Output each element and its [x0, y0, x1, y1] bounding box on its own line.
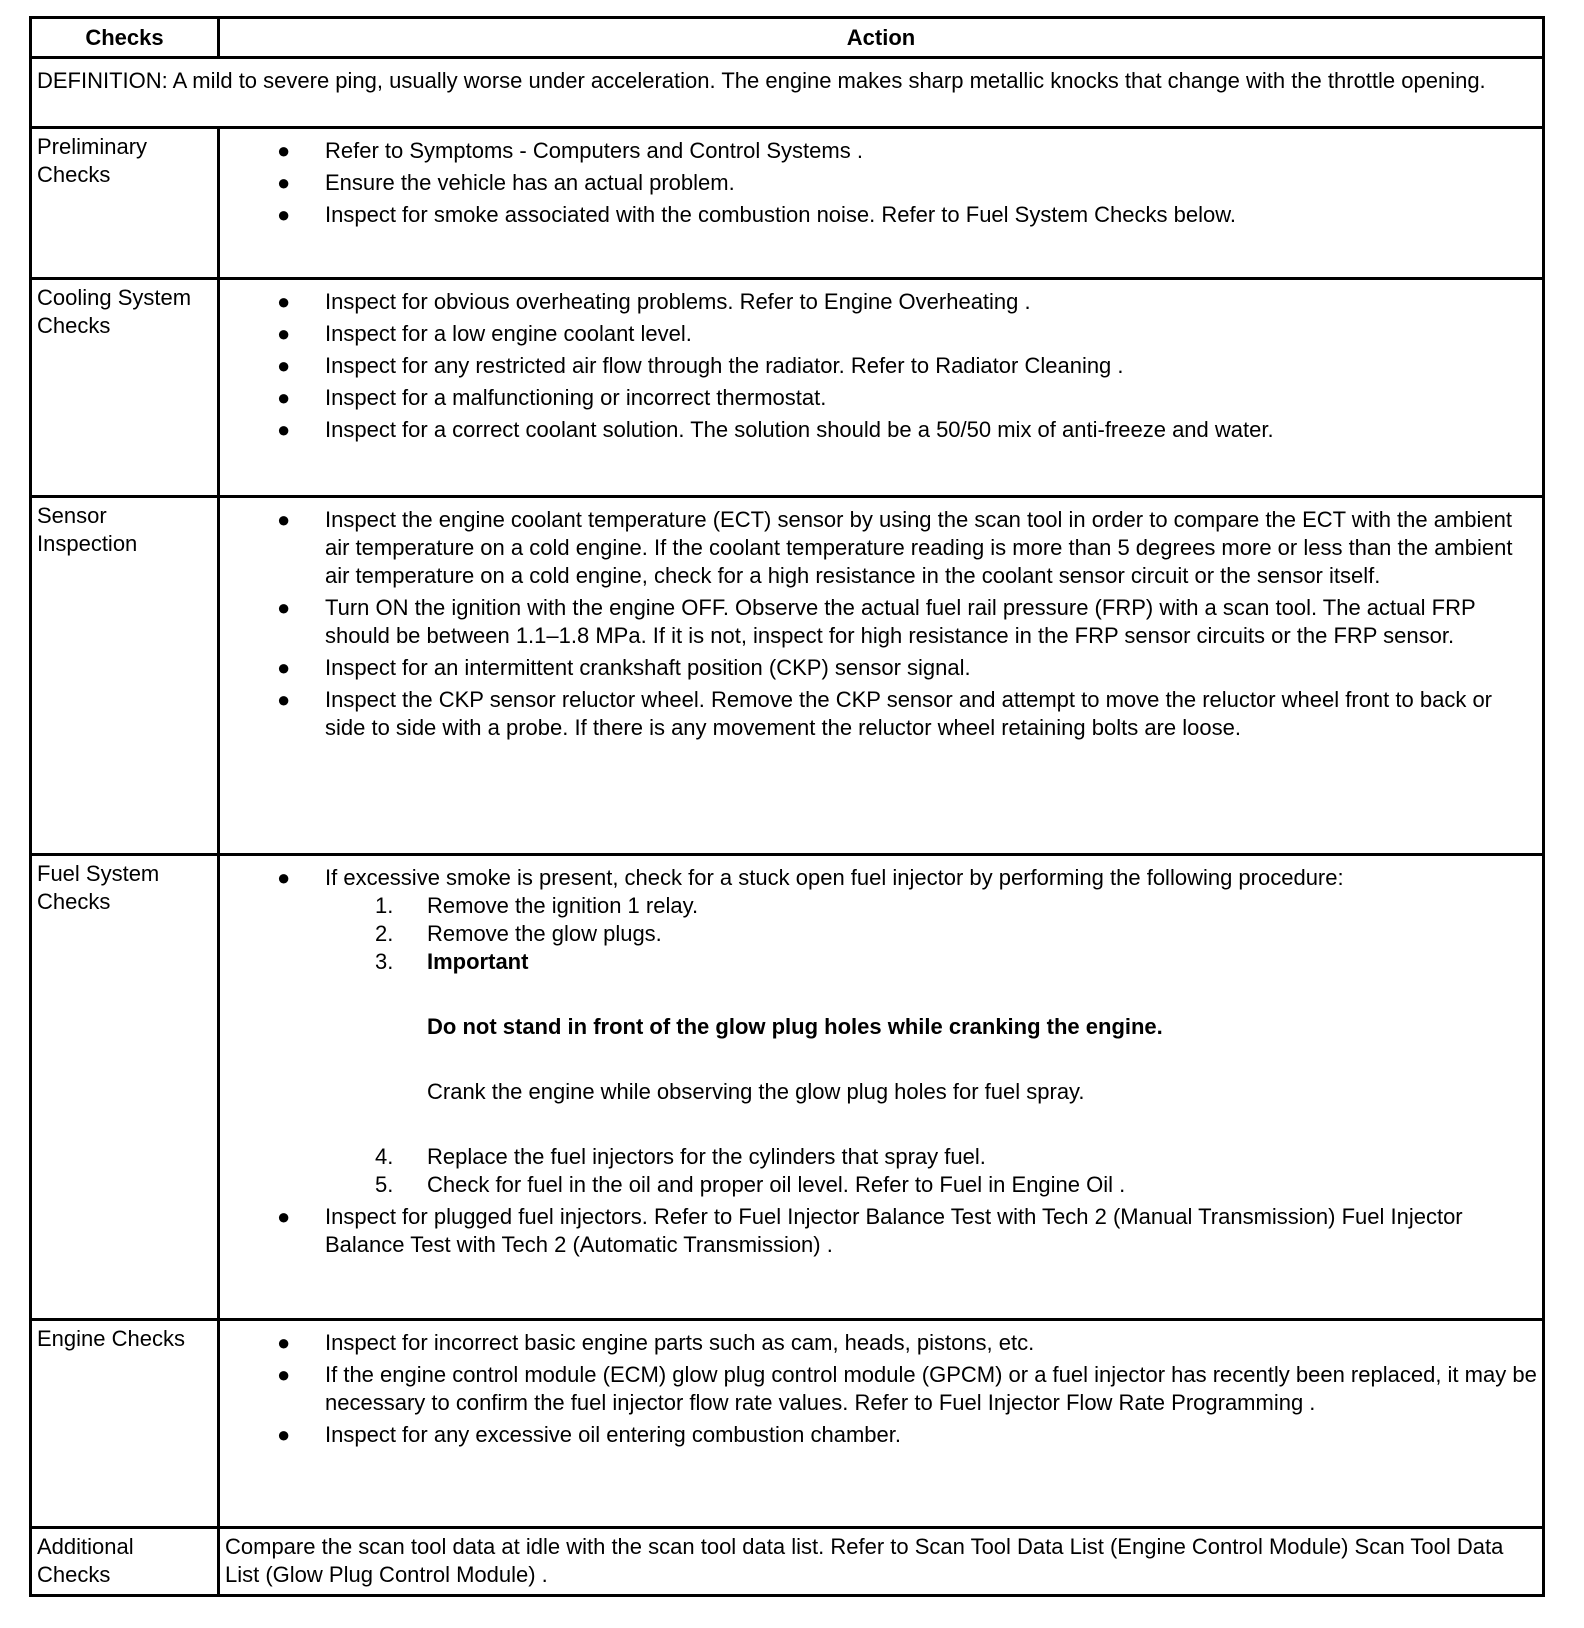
definition-row — [31, 58, 1544, 128]
bullet-text: Inspect the CKP sensor reluctor wheel. Remove the CKP sensor and attempt to move the reluctor wheel front to back or side to side with a probe. If there is any movement the reluctor wheel retaining bolts are loose. — [325, 687, 1492, 740]
list-item — [220, 201, 1542, 229]
bullet-icon: ● — [277, 417, 291, 442]
bullet-icon: ● — [277, 138, 291, 163]
list-item — [220, 594, 1542, 650]
warning-text: Do not stand in front of the glow plug holes while cranking the engine. — [427, 1014, 1163, 1039]
bullet-icon: ● — [277, 321, 291, 346]
list-item — [220, 320, 1542, 348]
bullet-icon: ● — [277, 865, 291, 890]
bullet-text: If excessive smoke is present, check for a stuck open fuel injector by performing the following procedure: — [325, 865, 1344, 890]
important-title: Important — [427, 949, 529, 974]
list-item — [220, 654, 1542, 682]
bullet-text: Refer to Symptoms - Computers and Control Systems . — [325, 138, 863, 163]
header-row — [31, 18, 1544, 58]
step-number: 4. — [375, 1144, 394, 1169]
list-item — [220, 1329, 1542, 1357]
table-row — [31, 1320, 1544, 1528]
bullet-icon: ● — [277, 1330, 291, 1355]
list-item — [220, 384, 1542, 412]
list-item — [220, 864, 1542, 1199]
bullet-icon: ● — [277, 170, 291, 195]
list-item — [220, 1361, 1542, 1417]
list-item — [220, 137, 1542, 165]
list-item — [220, 169, 1542, 197]
table-row — [31, 279, 1544, 497]
header-checks: Checks — [31, 18, 219, 58]
bullet-text: Inspect the engine coolant temperature (ECT) sensor by using the scan tool in order to compare the ECT with the ambient air temperature on a cold engine. If the coolant temperature reading is more than 5 degrees more or less than the ambient air temperature on a cold engine, check for a high resistance in the coolant sensor circuit or the sensor itself. — [325, 507, 1513, 588]
step-item — [220, 948, 1538, 1143]
bullet-icon: ● — [277, 385, 291, 410]
bullet-text: Inspect for any restricted air flow through the radiator. Refer to Radiator Cleaning . — [325, 353, 1124, 378]
step-number: 3. — [375, 949, 394, 974]
table-row — [31, 1528, 1544, 1596]
list-item — [220, 686, 1542, 742]
row-label: Fuel System Checks — [31, 855, 219, 1320]
step-text: Check for fuel in the oil and proper oil level. Refer to Fuel in Engine Oil . — [427, 1172, 1126, 1197]
bullet-icon: ● — [277, 353, 291, 378]
bullet-icon: ● — [277, 1204, 291, 1229]
list-item — [220, 352, 1542, 380]
header-action: Action — [219, 18, 1544, 58]
list-item — [220, 1203, 1542, 1259]
bullet-text: Inspect for plugged fuel injectors. Refer to Fuel Injector Balance Test with Tech 2 (Manual Transmission) Fuel Injector Balance Test with Tech 2 (Automatic Transmission) . — [325, 1204, 1463, 1257]
bullet-icon: ● — [277, 1422, 291, 1447]
diagnostic-table — [29, 16, 1545, 1597]
step-text: Replace the fuel injectors for the cylinders that spray fuel. — [427, 1144, 986, 1169]
row-label: Preliminary Checks — [31, 128, 219, 279]
step-text: Remove the ignition 1 relay. — [427, 893, 699, 918]
step-number: 1. — [375, 893, 394, 918]
bullet-text: Inspect for obvious overheating problems. Refer to Engine Overheating . — [325, 289, 1031, 314]
step-item — [220, 920, 1538, 948]
procedure-steps — [220, 892, 1538, 1199]
row-label: Cooling System Checks — [31, 279, 219, 497]
bullet-text: Turn ON the ignition with the engine OFF. Observe the actual fuel rail pressure (FRP) with a scan tool. The actual FRP should be between 1.1–1.8 MPa. If it is not, inspect for high resistance in the FRP sensor circuits or the FRP sensor. — [325, 595, 1476, 648]
bullet-text: Inspect for a malfunctioning or incorrect thermostat. — [325, 385, 827, 410]
bullet-text: Inspect for a correct coolant solution. The solution should be a 50/50 mix of anti-freeze and water. — [325, 417, 1274, 442]
bullet-text: Inspect for smoke associated with the combustion noise. Refer to Fuel System Checks below. — [325, 202, 1236, 227]
bullet-text: Inspect for a low engine coolant level. — [325, 321, 692, 346]
bullet-text: Inspect for any excessive oil entering combustion chamber. — [325, 1422, 901, 1447]
bullet-icon: ● — [277, 202, 291, 227]
step-item — [220, 1143, 1538, 1171]
bullet-icon: ● — [277, 655, 291, 680]
row-label: Sensor Inspection — [31, 497, 219, 855]
bullet-text: Ensure the vehicle has an actual problem. — [325, 170, 735, 195]
row-label: Engine Checks — [31, 1320, 219, 1528]
list-item — [220, 506, 1542, 590]
step-number: 5. — [375, 1172, 394, 1197]
bullet-text: If the engine control module (ECM) glow plug control module (GPCM) or a fuel injector has recently been replaced, it may be necessary to confirm the fuel injector flow rate values. Refer to Fuel Injector Flow Rate Programming . — [325, 1362, 1537, 1415]
table-row — [31, 855, 1544, 1320]
step-item — [220, 1171, 1538, 1199]
bullet-icon: ● — [277, 595, 291, 620]
bullet-icon: ● — [277, 507, 291, 532]
list-item — [220, 1421, 1542, 1449]
definition-text: DEFINITION: A mild to severe ping, usually worse under acceleration. The engine makes sharp metallic knocks that change with the throttle opening. — [31, 58, 1544, 128]
bullet-icon: ● — [277, 1362, 291, 1387]
step-number: 2. — [375, 921, 394, 946]
bullet-text: Inspect for an intermittent crankshaft position (CKP) sensor signal. — [325, 655, 971, 680]
step-item — [220, 892, 1538, 920]
bullet-icon: ● — [277, 687, 291, 712]
row-label: Additional Checks — [31, 1528, 219, 1596]
step-text: Crank the engine while observing the glow plug holes for fuel spray. — [427, 1079, 1085, 1104]
additional-checks-text: Compare the scan tool data at idle with the scan tool data list. Refer to Scan Tool Data List (Engine Control Module) Scan Tool Data List (Glow Plug Control Module) . — [219, 1528, 1544, 1596]
list-item — [220, 288, 1542, 316]
table-row — [31, 128, 1544, 279]
bullet-icon: ● — [277, 289, 291, 314]
bullet-text: Inspect for incorrect basic engine parts such as cam, heads, pistons, etc. — [325, 1330, 1035, 1355]
table-row — [31, 497, 1544, 855]
list-item — [220, 416, 1542, 444]
step-text: Remove the glow plugs. — [427, 921, 662, 946]
